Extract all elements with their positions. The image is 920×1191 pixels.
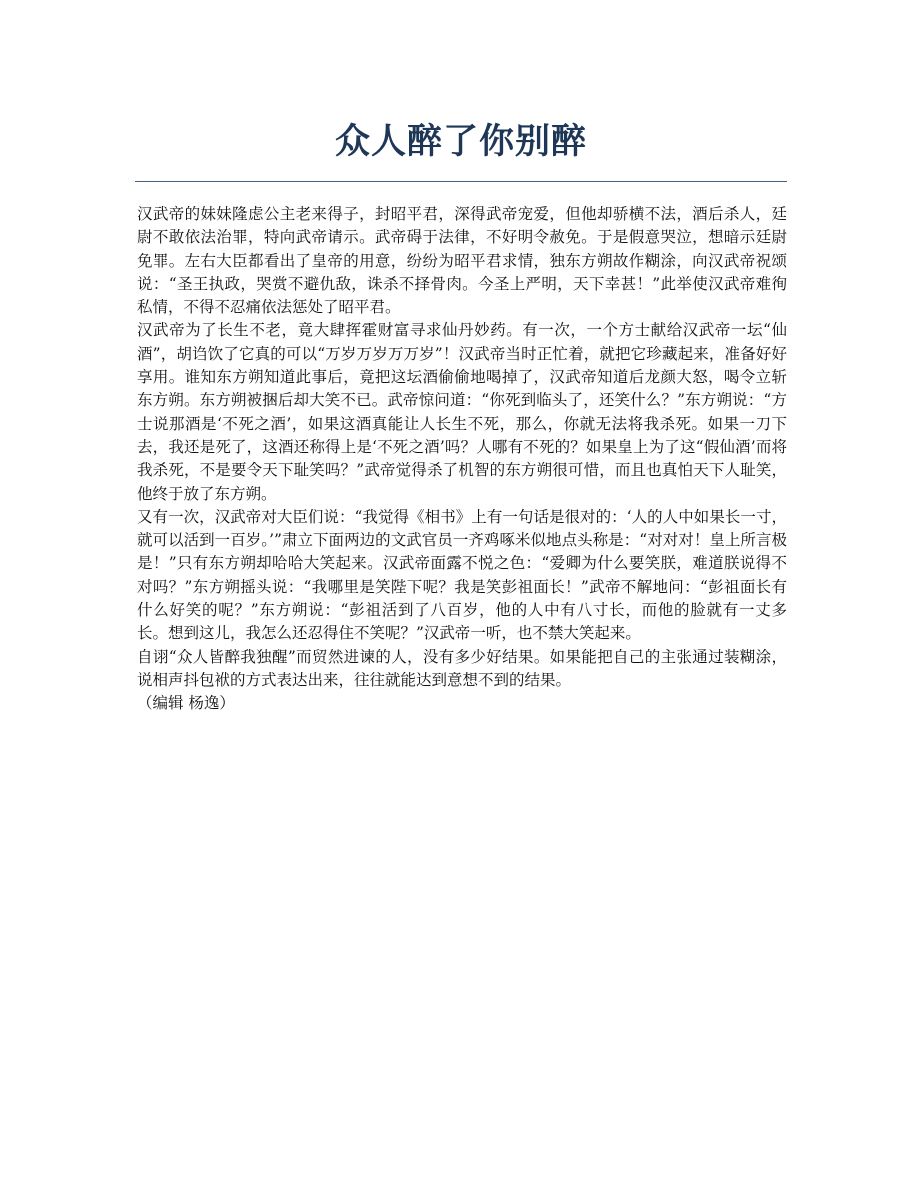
title-divider [135, 181, 787, 182]
editor-credit: （编辑 杨逸） [137, 694, 235, 713]
article-body [137, 203, 787, 716]
paragraph: 汉武帝为了长生不老，竟大肆挥霍财富寻求仙丹妙药。有一次，一个方士献给汉武帝一坛“仙酒”，胡诌饮了它真的可以“万岁万岁万万岁”！汉武帝当时正忙着，就把它珍藏起来，准备好好享用。谁知东方朔知道此事后，竟把这坛酒偷偷地喝掉了，汉武帝知道后龙颜大怒，喝令立斩东方朔。东方朔被捆后却大笑不已。武帝惊问道：“你死到临头了，还笑什么？”东方朔说：“方士说那酒是‘不死之酒’，如果这酒真能让人长生不死，那么，你就无法将我杀死。如果一刀下去，我还是死了，这酒还称得上是‘不死之酒’吗？人哪有不死的？如果皇上为了这“假仙酒’而将我杀死，不是要令天下耻笑吗？”武帝觉得杀了机智的东方朔很可惜，而且也真怕天下人耻笑，他终于放了东方朔。 [137, 321, 787, 503]
document-title: 众人醉了你别醉 [334, 122, 587, 162]
paragraph: 又有一次，汉武帝对大臣们说：“我觉得《相书》上有一句话是很对的：‘人的人中如果长一寸，就可以活到一百岁。’”肃立下面两边的文武官员一齐鸡啄米似地点头称是：“对对对！皇上所言极是！”只有东方朔却哈哈大笑起来。汉武帝面露不悦之色：“爱卿为什么要笑朕，难道朕说得不对吗？”东方朔摇头说：“我哪里是笑陛下呢？我是笑彭祖面长！”武帝不解地问：“彭祖面长有什么好笑的呢？”东方朔说：“彭祖活到了八百岁，他的人中有八寸长，而他的脸就有一丈多长。想到这儿，我怎么还忍得住不笑呢？”汉武帝一听，也不禁大笑起来。 [137, 507, 787, 643]
paragraph: 自诩“众人皆醉我独醒”而贸然进谏的人，没有多少好结果。如果能把自己的主张通过装糊涂，说相声抖包袱的方式表达出来，往往就能达到意想不到的结果。 [137, 647, 787, 689]
paragraph: 汉武帝的妹妹隆虑公主老来得子，封昭平君，深得武帝宠爱，但他却骄横不法，酒后杀人，廷尉不敢依法治罪，特向武帝请示。武帝碍于法律，不好明令赦免。于是假意哭泣，想暗示廷尉免罪。左右大臣都看出了皇帝的用意，纷纷为昭平君求情，独东方朔故作糊涂，向汉武帝祝颂说：“圣王执政，哭赏不避仇敌，诛杀不择骨肉。今圣上严明，天下幸甚！”此举使汉武帝难徇私情，不得不忍痛依法惩处了昭平君。 [137, 205, 787, 317]
